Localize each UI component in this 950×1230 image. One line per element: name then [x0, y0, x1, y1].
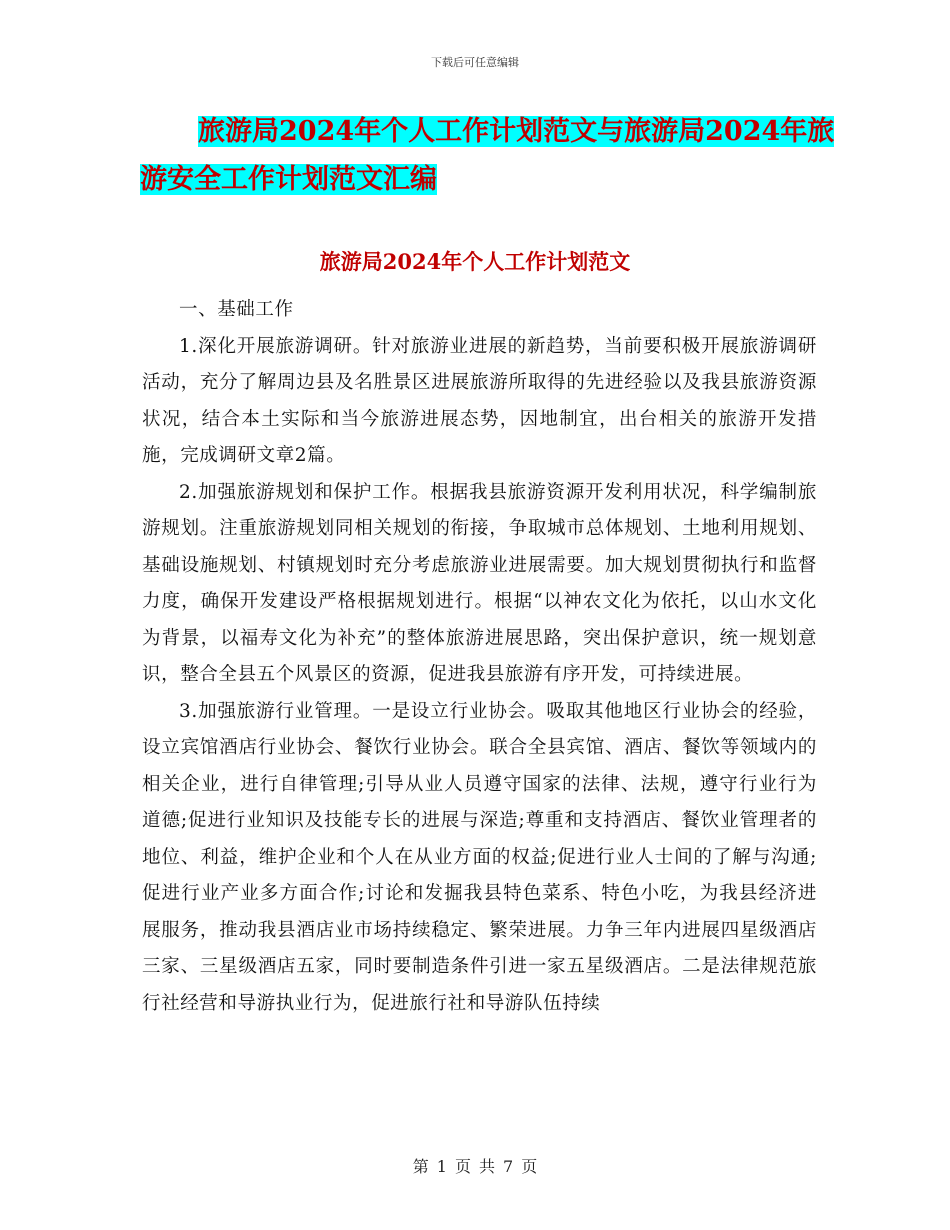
body-text — [142, 292, 817, 1022]
footer-page-word: 页 — [454, 1157, 471, 1176]
document-title-line-2 — [140, 156, 810, 204]
page-footer — [0, 1154, 950, 1177]
footer-prefix: 第 — [412, 1157, 429, 1176]
title-highlight-1: 旅游局2024年个人工作计划范文与旅游局2024年旅 — [198, 116, 835, 147]
document-title-line-1 — [140, 108, 835, 156]
title-highlight-2: 游安全工作计划范文汇编 — [140, 164, 437, 195]
paragraph: 一、基础工作 — [179, 299, 294, 320]
paragraph: 2.加强旅游规划和保护工作。根据我县旅游资源开发利用状况，科学编制旅游规划。注重旅游规划同相关规划的衔接，争取城市总体规划、土地利用规划、基础设施规划、村镇规划时充分考虑旅游业进展需要。加大规划贯彻执行和监督力度，确保开发建设严格根据规划进行。根据“以神农文化为依托，以山水文化为背景，以福寿文化为补充”的整体旅游进展思路，突出保护意识，统一规划意识，整合全县五个风景区的资源，促进我县旅游有序开发，可持续进展。 — [142, 481, 817, 685]
paragraph: 3.加强旅游行业管理。一是设立行业协会。吸取其他地区行业协会的经验，设立宾馆酒店行业协会、餐饮行业协会。联合全县宾馆、酒店、餐饮等领域内的相关企业，进行自律管理;引导从业人员遵守国家的法律、法规，遵守行业行为道德;促进行业知识及技能专长的进展与深造;尊重和支持酒店、餐饮业管理者的地位、利益，维护企业和个人在从业方面的权益;促进行业人士间的了解与沟通;促进行业产业多方面合作;讨论和发掘我县特色菜系、特色小吃，为我县经济进展服务，推动我县酒店业市场持续稳定、繁荣进展。力争三年内进展四星级酒店三家、三星级酒店五家，同时要制造条件引进一家五星级酒店。二是法律规范旅行社经营和导游执业行为，促进旅行社和导游队伍持续 — [142, 700, 817, 1014]
section-title: 旅游局2024年个人工作计划范文 — [319, 249, 631, 274]
footer-page-number: 1 — [436, 1157, 447, 1176]
header-note: 下载后可任意编辑 — [431, 56, 519, 69]
paragraph: 1.深化开展旅游调研。针对旅游业进展的新趋势，当前要积极开展旅游调研活动，充分了解周边县及名胜景区进展旅游所取得的先进经验以及我县旅游资源状况，结合本土实际和当今旅游进展态势，因地制宜，出台相关的旅游开发措施，完成调研文章2篇。 — [142, 335, 817, 466]
footer-total-word: 共 — [479, 1157, 496, 1176]
footer-total-pages: 7 — [503, 1157, 514, 1176]
footer-suffix: 页 — [521, 1157, 538, 1176]
document-title — [140, 108, 835, 204]
